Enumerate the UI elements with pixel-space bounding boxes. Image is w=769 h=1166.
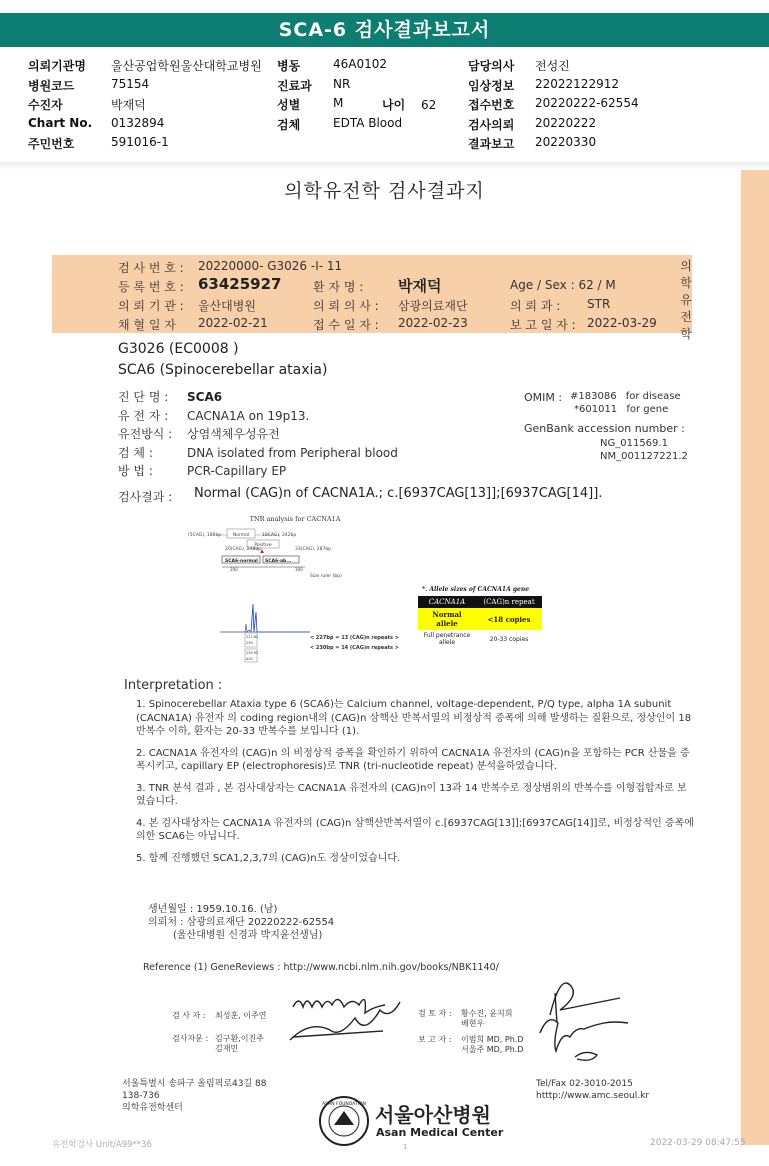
footer-unit: 유전학검사 Unit/A99**36 xyxy=(52,1140,152,1150)
age-sex: Age / Sex : 62 / M xyxy=(510,278,616,292)
method-label: 방 법 : xyxy=(118,464,153,478)
report-date-label: 보 고 일 자 : xyxy=(510,318,576,332)
header-separator xyxy=(0,162,769,170)
sca6-ab-label: SCA6-ab... xyxy=(265,559,292,564)
omim-disease-id: #183086 xyxy=(570,391,617,402)
interpretation-item: 2. CACNA1A 유전자의 (CAG)n 의 비정상적 증폭을 확인하기 위하여 CACNA1A 유전자의 (CAG)n을 포함하는 PCR 산물을 증폭시키고, capillary EP (electrophoresis)로 TNR (tri-nucleotide repeat) 분석을하였습니다. xyxy=(136,747,690,772)
genbank-label: GenBank accession number : xyxy=(524,422,685,435)
signature-stroke xyxy=(555,993,557,1023)
signature-stroke xyxy=(290,1002,400,1040)
footer-page: 1 xyxy=(403,1143,408,1151)
label-patient: 수진자 xyxy=(28,98,63,112)
draw-date-value: 2022-02-21 xyxy=(198,316,268,330)
value-patient: 박재덕 xyxy=(111,98,146,112)
institution-value: 울산대병원 xyxy=(198,299,256,313)
side-strip xyxy=(741,170,769,1145)
header-col1 xyxy=(28,57,92,155)
vertical-char: 학 xyxy=(680,276,692,290)
label-physician: 담당의사 xyxy=(468,59,515,73)
contact xyxy=(536,1078,649,1102)
tick-300: 300 xyxy=(295,567,303,572)
specimen-label: 검 체 : xyxy=(118,445,153,460)
figure-title: TNR analysis for CACNA1A xyxy=(249,515,341,523)
label-department: 진료과 xyxy=(277,78,312,93)
report-date-value: 2022-03-29 xyxy=(587,316,657,330)
genbank-id: NM_001127221.2 xyxy=(600,451,688,462)
specimen-value: DNA isolated from Peripheral blood xyxy=(187,445,398,460)
genbank-id: NG_011569.1 xyxy=(600,438,668,449)
interpretation-list xyxy=(136,698,696,873)
interpretation-item: 3. TNR 분석 결과 , 본 검사대상자는 CACNA1A 유전자의 (CAG)n이 13과 14 반복수로 정상범위의 반복수를 이형접합자로 보였습니다. xyxy=(136,782,687,807)
address-line: 138-736 xyxy=(122,1091,160,1101)
value-request-date: 20220222 xyxy=(535,115,597,130)
test-number-label: 검 사 번 호 : xyxy=(118,261,184,275)
field-labels xyxy=(118,388,172,481)
institution-label: 의 뢰 기 관 : xyxy=(118,299,184,313)
signature-tester xyxy=(285,985,405,1055)
peak-label: 227.62 xyxy=(246,635,259,639)
normal-allele-copies: <18 copies xyxy=(476,608,542,630)
result-label: 검사결과 : xyxy=(118,490,173,504)
header-col2 xyxy=(277,57,312,135)
label-resident-no: 주민번호 xyxy=(28,137,75,151)
footer-timestamp: 2022-03-29 08:47:55 xyxy=(650,1138,746,1148)
value-ward: 46A0102 xyxy=(333,57,388,71)
positive-label: Positive xyxy=(254,543,272,548)
address-line: 서울특별시 송파구 올림픽로43길 88 xyxy=(122,1079,267,1089)
vertical-title xyxy=(677,258,695,343)
value-physician: 전성진 xyxy=(535,59,570,73)
label-accession-no: 접수번호 xyxy=(468,98,515,112)
reviewer-label: 검 토 자 : xyxy=(418,1009,452,1018)
patient-name-label: 환 자 명 : xyxy=(313,280,364,294)
asan-foundation-seal-icon xyxy=(318,1095,370,1147)
normal-allele-label: Normal allele xyxy=(418,608,476,630)
hospital-logo-english: Asan Medical Center xyxy=(376,1126,504,1139)
test-number-value: 20220000- G3026 -I- 11 xyxy=(198,259,343,273)
repeat-label-13: < 227bp = 13 (CAG)n repeats > xyxy=(310,635,399,641)
peak-label: 230 xyxy=(246,641,253,645)
report-title-bar: SCA-6 검사결과보고서 xyxy=(0,13,769,47)
peak-label: 230.92 xyxy=(246,651,259,655)
reference: Reference (1) GeneReviews : http://www.ncbi.nlm.nih.gov/books/NBK1140/ xyxy=(143,962,499,973)
omim-disease xyxy=(570,391,681,402)
registration-label: 등 록 번 호 : xyxy=(118,280,184,294)
tester-label: 검 사 자 : xyxy=(172,1011,206,1020)
trace-line xyxy=(220,624,251,632)
reporter-value-2: 서울주 MD, Ph.D xyxy=(461,1045,524,1054)
header-col3-values xyxy=(535,57,639,155)
dept-label: 의 뢰 과 : xyxy=(510,299,561,313)
value-age: 62 xyxy=(421,98,437,112)
peak-trace xyxy=(251,604,310,632)
test-code: G3026 (EC0008 ) xyxy=(118,341,239,357)
draw-date-label: 채 혈 일 자 xyxy=(118,318,176,332)
hospital-logo-korean: 서울아산병원 xyxy=(375,1103,491,1127)
gene-label: 유 전 자 : xyxy=(118,408,169,423)
doctor-value: 삼광의료재단 xyxy=(398,299,468,313)
contact-phone: Tel/Fax 02-3010-2015 xyxy=(536,1079,633,1089)
patient-name-value: 박재덕 xyxy=(398,277,442,295)
figure-label: 18CAG), 242bp xyxy=(262,533,297,538)
peak-label: A32 xyxy=(246,657,253,661)
dept-value: STR xyxy=(587,297,611,311)
omim-gene xyxy=(574,404,668,415)
reporter-label: 보 고 자 : xyxy=(418,1035,452,1044)
allele-table xyxy=(418,596,542,648)
omim-disease-note: for disease xyxy=(625,391,681,402)
value-report-date: 20220330 xyxy=(535,135,597,149)
reviewer-value: 황수진, 윤지희 xyxy=(461,1009,513,1018)
allele-table-title: *. Allele sizes of CACNA1A gene xyxy=(422,586,530,593)
vertical-char: 학 xyxy=(680,327,692,341)
value-sex: M xyxy=(333,96,344,110)
label-sex: 성별 xyxy=(277,98,301,112)
seal-text: ASAN FOUNDATION xyxy=(322,1102,366,1107)
signature-stroke xyxy=(550,983,620,1015)
diagnosis-value: SCA6 xyxy=(187,390,223,404)
full-allele-copies: 20-33 copies xyxy=(489,635,529,643)
label-institution: 의뢰기관명 xyxy=(28,59,86,73)
allele-header-repeat: (CAG)n repeat xyxy=(476,596,542,608)
document-title: 의학유전학 검사결과지 xyxy=(284,180,485,202)
normal-label: Normal xyxy=(232,533,250,538)
advisor-label: 검사자문 : xyxy=(172,1034,209,1043)
doctor-label: 의 뢰 의 사 : xyxy=(313,299,379,313)
interpretation-title: Interpretation : xyxy=(124,678,223,693)
method-value: PCR-Capillary EP xyxy=(187,464,287,478)
address-line: 의학유전학센터 xyxy=(122,1103,183,1113)
result-value: Normal (CAG)n of CACNA1A.; c.[6937CAG[13]];[6937CAG[14]]. xyxy=(194,486,603,501)
label-clinical-info: 임상정보 xyxy=(468,78,515,93)
receive-date-label: 접 수 일 자 : xyxy=(313,318,379,332)
omim-gene-note: for gene xyxy=(626,404,669,415)
figure-label: (5CAG), 186bp xyxy=(188,533,222,538)
signature-stroke xyxy=(575,1052,597,1060)
diagnosis-label: 진 단 명 : xyxy=(118,390,169,404)
full-allele-label: Full penetrance allele xyxy=(423,632,471,646)
figure-label: 20(CAG), 248bp xyxy=(225,547,262,552)
field-values xyxy=(187,388,398,481)
requester-detail: (울산대병원 신경과 박지윤선생님) xyxy=(173,930,323,941)
omim-gene-id: *601011 xyxy=(574,404,618,415)
vertical-char: 유 xyxy=(680,293,692,307)
label-specimen: 검체 xyxy=(277,117,301,132)
label-report-date: 결과보고 xyxy=(468,137,515,151)
header-age xyxy=(382,96,436,113)
label-request-date: 검사의뢰 xyxy=(468,117,515,132)
label-chart-no: Chart No. xyxy=(28,115,93,130)
requester: 의뢰처 : 삼광의료재단 20220222-62554 xyxy=(148,917,335,928)
interpretation-item: 1. Spinocerebellar Ataxia type 6 (SCA6)는 Calcium channel, voltage-dependent, P/Q type, alpha 1A subunit (CACNA1A) 유전자 의 coding region내의 (CAG)n 삼핵산 반복서열의 비정상적 증폭에 의해 발생하는 질환으로, 정상인이 18 반복수 이하, 환자는 20-33 반복수를 보입니다 (1). xyxy=(136,699,692,737)
signature-stroke xyxy=(293,999,385,1013)
tick-200: 200 xyxy=(230,567,238,572)
contact-url: htttp://www.amc.seoul.kr xyxy=(536,1091,650,1101)
figure-label: 33(CAG), 287bp xyxy=(295,547,332,552)
label-ward: 병동 xyxy=(277,59,301,73)
birth-date: 생년월일 : 1959.10.16. (남) xyxy=(148,904,278,915)
sca6-normal-label: SCA6-normal xyxy=(225,559,258,564)
header-col1-values xyxy=(111,57,262,155)
registration-value: 63425927 xyxy=(198,275,282,293)
value-specimen: EDTA Blood xyxy=(333,115,403,130)
vertical-char: 전 xyxy=(680,310,692,324)
interpretation-item: 4. 본 검사대상자는 CACNA1A 유전자의 (CAG)n 삼핵산반복서열이 c.[6937CAG[13]];[6937CAG[14]]로, 비정상적인 증폭에 의한 SCA6는 아닙니다. xyxy=(136,817,694,842)
allele-header-gene: CACNA1A xyxy=(418,596,476,608)
ruler-label: Size ruler (bp) xyxy=(310,574,342,579)
header-col3 xyxy=(468,57,514,155)
vertical-char: 의 xyxy=(680,259,692,273)
label-hospital-code: 병원코드 xyxy=(28,78,75,93)
omim-label: OMIM : xyxy=(524,391,563,404)
value-resident-no: 591016-1 xyxy=(111,135,169,149)
value-institution: 울산공업학원울산대학교병원 xyxy=(111,59,262,73)
tester-value: 최성훈, 이주연 xyxy=(215,1011,267,1020)
label-age: 나이 xyxy=(382,98,406,112)
value-clinical-info: 22022122912 xyxy=(535,76,619,91)
signature-reviewer xyxy=(530,975,640,1065)
signature-stroke xyxy=(540,1020,628,1051)
test-name: SCA6 (Spinocerebellar ataxia) xyxy=(118,362,328,378)
gene-value: CACNA1A on 19p13. xyxy=(187,408,310,423)
reporter-value: 이범희 MD, Ph.D xyxy=(461,1035,524,1044)
genbank-ids xyxy=(600,437,688,463)
value-hospital-code: 75154 xyxy=(111,76,150,91)
advisor-value-2: 김재민 xyxy=(215,1044,239,1053)
value-accession-no: 20220222-62554 xyxy=(535,96,639,110)
address xyxy=(122,1078,267,1114)
value-chart-no: 0132894 xyxy=(111,115,165,130)
tnr-figure xyxy=(185,512,415,667)
inheritance-label: 유전방식 : xyxy=(118,427,173,441)
patient-notes xyxy=(148,903,334,942)
interpretation-item: 5. 함께 진행했던 SCA1,2,3,7의 (CAG)n도 정상이었습니다. xyxy=(136,852,401,864)
inheritance-value: 상염색체우성유전 xyxy=(187,427,280,441)
repeat-label-14: < 230bp = 14 (CAG)n repeats > xyxy=(310,645,399,651)
advisor-value: 김구환,이진주 xyxy=(215,1034,264,1043)
receive-date-value: 2022-02-23 xyxy=(398,316,468,330)
reviewer-value-2: 배현우 xyxy=(461,1019,485,1028)
value-department: NR xyxy=(333,76,351,91)
